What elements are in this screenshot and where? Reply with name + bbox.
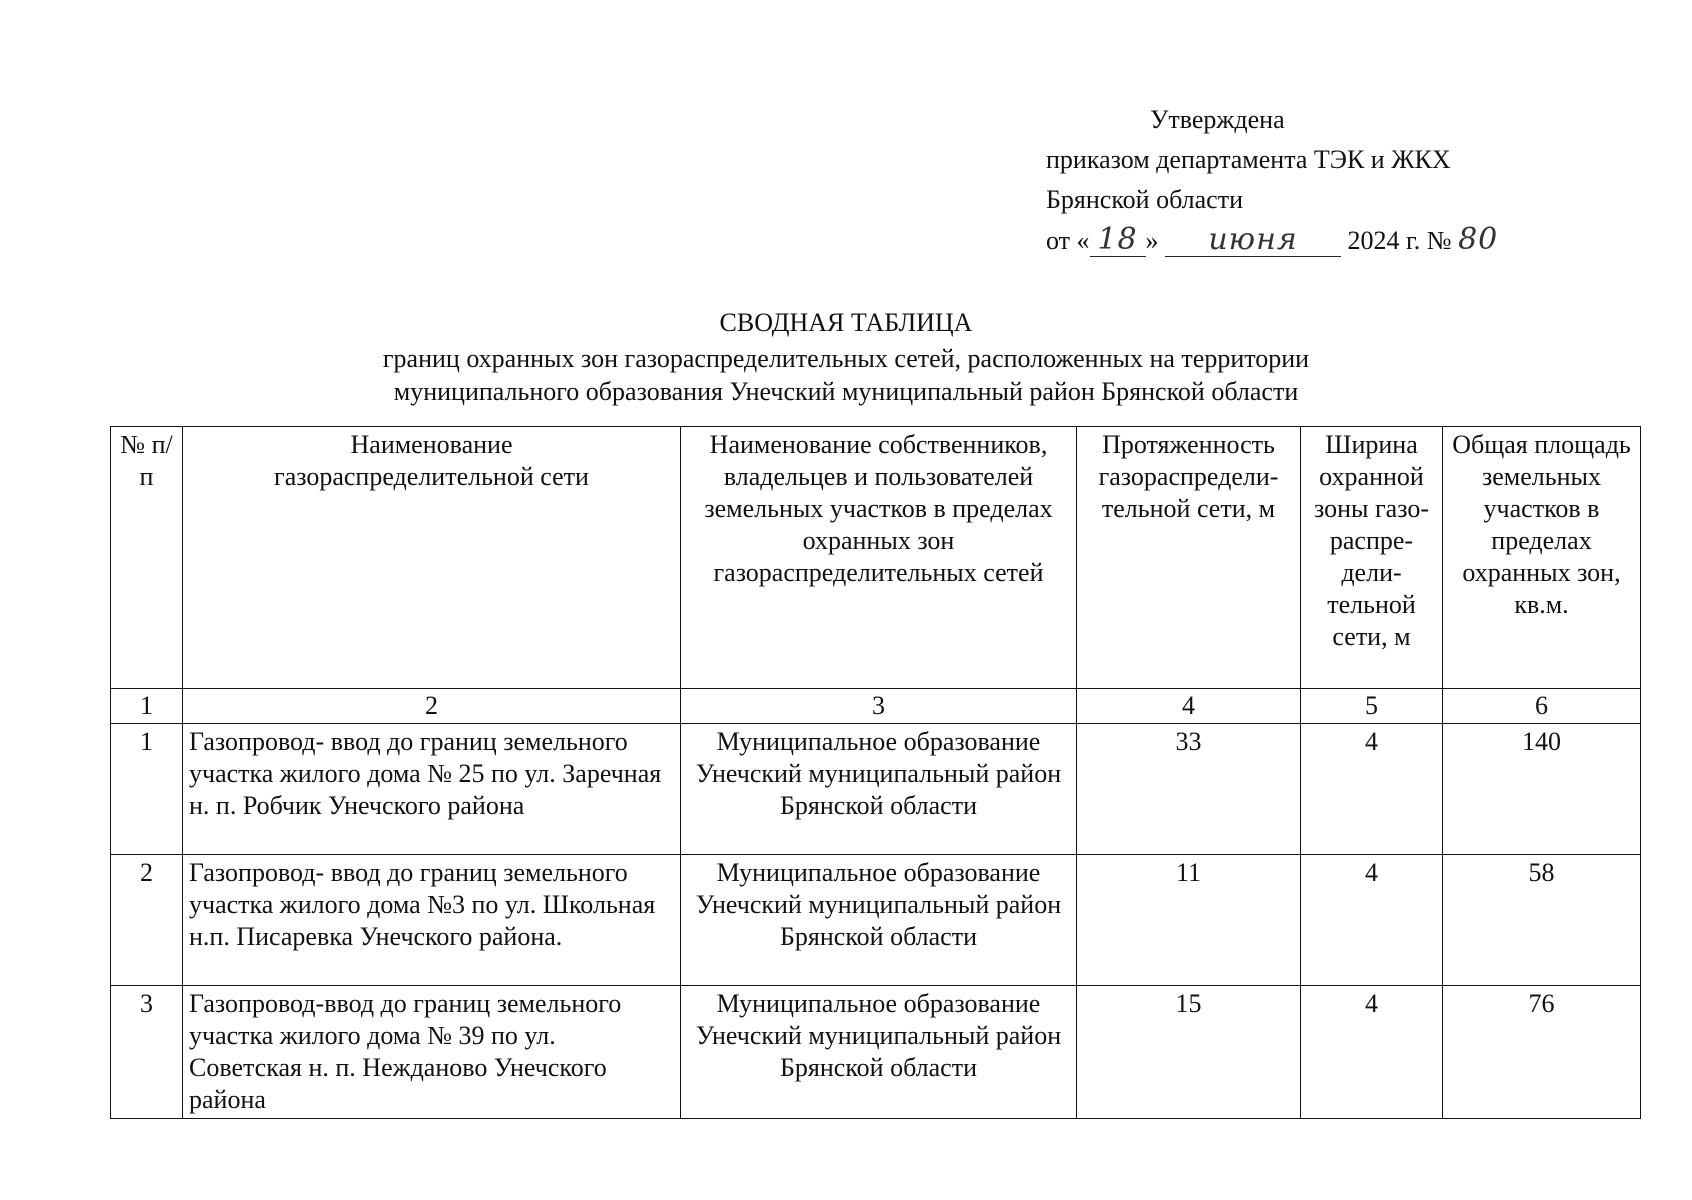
column-number: 5 <box>1301 689 1443 724</box>
header-area: Общая площадь земельных участков в пределах охранных зон, кв.м. <box>1443 427 1641 689</box>
row-number: 2 <box>111 855 183 986</box>
approval-title: Утверждена <box>1150 105 1285 134</box>
header-num: № п/п <box>111 427 183 689</box>
column-number: 3 <box>681 689 1077 724</box>
handwritten-month: июня <box>1165 225 1341 257</box>
row-owner: Муниципальное образование Унечский муниципальный район Брянской области <box>681 855 1077 986</box>
table-row <box>111 724 1641 855</box>
row-number: 3 <box>111 986 183 1119</box>
row-number: 1 <box>111 724 183 855</box>
row-network-name: Газопровод- ввод до границ земельного участка жилого дома №3 по ул. Школьная н.п. Писаревка Унечского района. <box>183 855 681 986</box>
header-zone-width: Ширина охранной зоны газо-распре-дели-тельной сети, м <box>1301 427 1443 689</box>
approval-region-line: Брянской области <box>1046 185 1243 214</box>
row-owner: Муниципальное образование Унечский муниципальный район Брянской области <box>681 986 1077 1119</box>
column-number-row <box>111 689 1641 724</box>
table-row <box>111 986 1641 1119</box>
row-zone-width: 4 <box>1301 986 1443 1119</box>
date-prefix: от « <box>1046 226 1090 255</box>
header-row <box>111 427 1641 689</box>
row-zone-width: 4 <box>1301 724 1443 855</box>
title-subtitle-1: границ охранных зон газораспределительных сетей, расположенных на территории <box>382 344 1310 373</box>
header-length: Протяженность газораспредели-тельной сети, м <box>1077 427 1301 689</box>
approval-date-line <box>1046 220 1498 261</box>
column-number: 1 <box>111 689 183 724</box>
row-length: 33 <box>1077 724 1301 855</box>
row-owner: Муниципальное образование Унечский муниципальный район Брянской области <box>681 724 1077 855</box>
row-zone-width: 4 <box>1301 855 1443 986</box>
table-row <box>111 855 1641 986</box>
column-number: 6 <box>1443 689 1641 724</box>
date-mid: » <box>1145 226 1159 255</box>
row-area: 76 <box>1443 986 1641 1119</box>
row-length: 11 <box>1077 855 1301 986</box>
handwritten-order-number: 80 <box>1458 222 1499 257</box>
number-sign: № <box>1426 226 1452 255</box>
approval-stamp <box>1046 100 1498 261</box>
row-area: 58 <box>1443 855 1641 986</box>
approval-order-line: приказом департамента ТЭК и ЖКХ <box>1046 145 1451 174</box>
column-number: 2 <box>183 689 681 724</box>
title-subtitle-2: муниципального образования Унечский муниципальный район Брянской области <box>393 377 1299 406</box>
row-network-name: Газопровод-ввод до границ земельного участка жилого дома № 39 по ул. Советская н. п. Нежданово Унечского района <box>183 986 681 1119</box>
date-year: 2024 г. <box>1347 226 1421 255</box>
document-title <box>0 304 1692 408</box>
header-owners: Наименование собственников, владельцев и пользователей земельных участков в пределах охранных зон газораспределительных сетей <box>681 427 1077 689</box>
row-area: 140 <box>1443 724 1641 855</box>
handwritten-day: 18 <box>1090 225 1146 257</box>
summary-table <box>110 426 1641 1119</box>
column-number: 4 <box>1077 689 1301 724</box>
title-main: СВОДНАЯ ТАБЛИЦА <box>719 308 973 337</box>
header-network-name: Наименование газораспределительной сети <box>183 427 681 689</box>
row-network-name: Газопровод- ввод до границ земельного участка жилого дома № 25 по ул. Заречная н. п. Робчик Унечского района <box>183 724 681 855</box>
row-length: 15 <box>1077 986 1301 1119</box>
